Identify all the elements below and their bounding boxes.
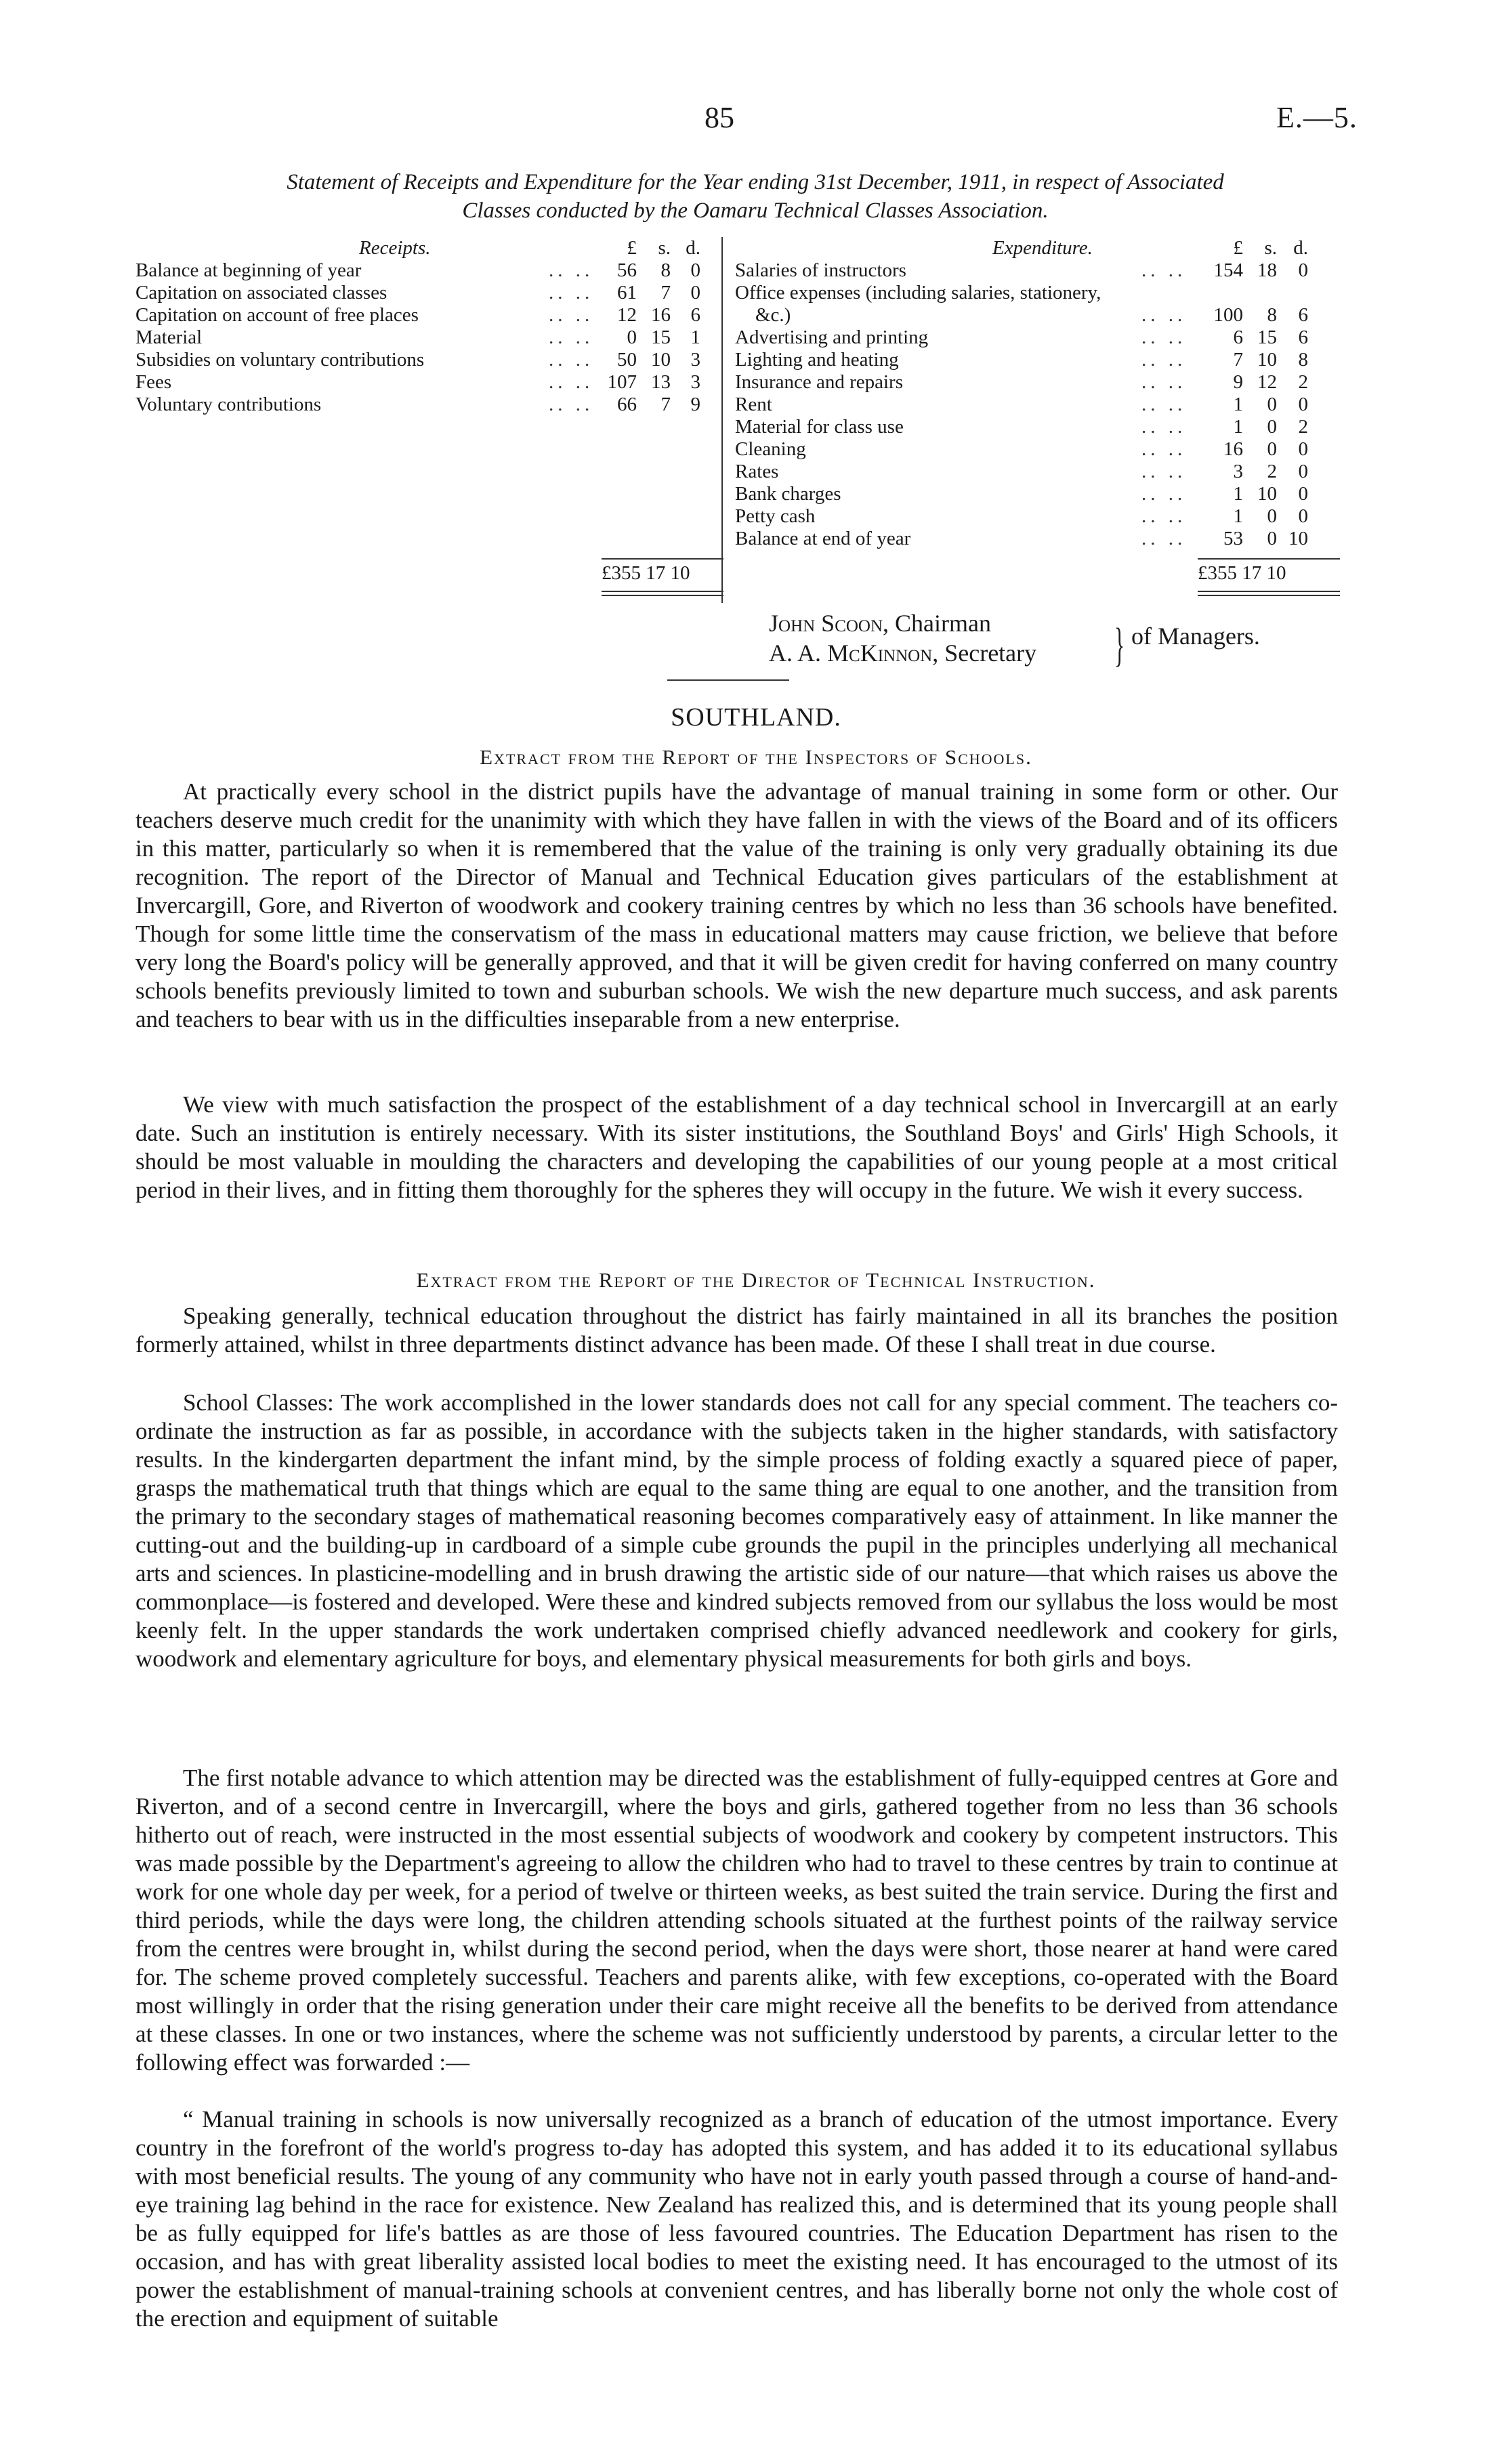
director-paragraph-1: Speaking generally, technical education throughout the district has fairly maintained in all its branches the position formerly attained, whilst in three departments distinct advance has been made. Of these I shall treat in due course. [135,1303,1338,1358]
ledger-row-shillings: 7 [660,282,671,303]
ledger-row-shillings: 0 [1267,438,1277,460]
shillings-header: s. [1264,237,1277,259]
ledger-row [735,461,1338,483]
ledger-row-label: &c.) [755,304,791,326]
receipts-total-rule-1 [602,591,723,592]
ledger-row-pence: 2 [1298,371,1308,393]
ledger-row-pounds: 154 [1213,259,1243,281]
ledger-row [735,416,1338,438]
ledger-row-shillings: 0 [1267,505,1277,527]
ledger-row [135,327,732,349]
ledger-row-label: Petty cash [735,505,816,527]
ledger-row-pence: 0 [1298,505,1308,527]
ledger-row [135,259,732,282]
ledger-row-pounds: 66 [617,394,637,415]
leader-dots: .. .. [549,304,594,326]
ledger-row [135,304,732,327]
ledger-row-label: Advertising and printing [735,327,929,348]
ledger-row-pence: 10 [1288,528,1308,549]
director-heading: Extract from the Report of the Director of Technical Instruction. [416,1268,1096,1292]
ledger-row-pence: 9 [690,394,700,415]
ledger-row-label: Material [135,327,203,348]
ledger-row-pence: 0 [690,282,700,303]
signature-brace: } [1114,619,1125,671]
ledger-row-pounds: 107 [607,371,637,393]
leader-dots: .. .. [549,259,594,281]
statement-title-line-1: Statement of Receipts and Expenditure for the Year ending 31st December, 1911, in respect of Associated [287,170,1224,194]
ledger-row-label: Bank charges [735,483,841,505]
ledger-row-pounds: 1 [1233,394,1243,415]
ledger-row-shillings: 0 [1267,528,1277,549]
ledger-row [735,349,1338,371]
receipts-total: £355 17 10 [602,562,690,584]
ledger-row-shillings: 2 [1267,461,1277,482]
secretary-name: A. A. McKinnon, [769,639,939,667]
ledger-row [735,282,1338,304]
pounds-header: £ [627,237,637,259]
pounds-header: £ [1233,237,1243,259]
ledger-row [735,528,1338,550]
signature-block [769,608,1036,668]
ledger-row-pence: 3 [690,371,700,393]
expenditure-header: Expenditure. [992,237,1093,259]
ledger-row-pence: 8 [1298,349,1308,371]
ledger-row-pence: 3 [690,349,700,371]
ledger-row [735,371,1338,394]
ledger-row-pence: 6 [1298,327,1308,348]
ledger-row-pounds: 0 [627,327,637,348]
expenditure-total-rule-1 [1198,591,1340,592]
statement-title [129,168,1382,225]
leader-dots: .. .. [549,394,594,415]
section-separator [667,679,789,681]
ledger-row [735,327,1338,349]
ledger-row-label: Material for class use [735,416,904,438]
ledger-row-pence: 0 [1298,438,1308,460]
director-paragraph-3: The first notable advance to which attention may be directed was the establishment of fully-equipped centres at Gore and Riverton, and of a second centre in Invercargill, where the boys and girls, gathered together from no less than 36 schools hitherto out of reach, were instructed in the most essential subjects of woodwork and cookery by competent instructors. This was made possible by the Department's agreeing to allow the children who had to travel to these centres by train to continue at work for one whole day per week, for a period of twelve or thirteen weeks, as best suited the train service. During the first and third periods, while the days were long, the children attending schools situated at the furthest points of the railway service from the centres were brought in, whilst during the second period, when the days were short, those nearer at hand were cared for. The scheme proved completely successful. Teachers and parents alike, with few exceptions, co-operated with the Board most willingly in order that the rising generation under their care might receive all the benefits to be derived from attendance at these classes. In one or two instances, where the scheme was not sufficiently understood by parents, a circular letter to the following effect was forwarded :— [135,1765,1338,2076]
ledger-row-label: Fees [135,371,172,393]
leader-dots: .. .. [549,349,594,371]
pence-header: d. [1293,237,1308,259]
director-paragraph-2: School Classes: The work accomplished in the lower standards does not call for any special comment. The teachers co-ordinate the instruction as far as possible, in accordance with the subjects taken in the higher standards, with satisfactory results. In the kindergarten department the infant mind, by the simple process of folding exactly a squared piece of paper, grasps the mathematical truth that things which are equal to the same thing are equal to one another, and the transition from the primary to the secondary stages of mathematical reasoning becomes comparatively easy of attainment. In like manner the cutting-out and the building-up in cardboard of a simple cube grounds the pupil in the principles underlying all mechanical arts and sciences. In plasticine-modelling and in brush drawing the artistic side of our nature—that which raises us above the commonplace—is fostered and developed. Were these and kindred subjects removed from our syllabus the loss would be most keenly felt. In the upper standards the work undertaken comprised chiefly advanced needlework and cookery for girls, woodwork and elementary agriculture for boys, and elementary physical measurements for both girls and boys. [135,1389,1338,1672]
leader-dots: .. .. [1141,438,1187,460]
ledger-row-label: Capitation on account of free places [135,304,419,326]
ledger-row-shillings: 15 [1257,327,1277,348]
receipts-header: Receipts. [359,237,431,259]
shillings-header: s. [658,237,671,259]
leader-dots: .. .. [549,371,594,393]
section-title: SOUTHLAND. [671,703,841,732]
ledger-row [735,483,1338,505]
ledger-row-shillings: 8 [660,259,671,281]
chairman-name: John Scoon, [769,610,889,637]
ledger-row-pounds: 100 [1213,304,1243,326]
ledger-row-pounds: 6 [1233,327,1243,348]
ledger-row-shillings: 10 [1257,483,1277,505]
ledger-row-label: Subsidies on voluntary contributions [135,349,425,371]
expenditure-table [735,237,1338,550]
leader-dots: .. .. [1141,259,1187,281]
leader-dots: .. .. [1141,304,1187,326]
receipts-table [135,237,732,416]
leader-dots: .. .. [549,327,594,348]
column-divider [721,237,723,603]
receipts-subtotal-rule [602,558,723,560]
ledger-row [135,282,732,304]
ledger-row-shillings: 0 [1267,394,1277,415]
ledger-row-pounds: 16 [1223,438,1243,460]
ledger-row-shillings: 8 [1267,304,1277,326]
managers-label: of Managers. [1131,623,1260,650]
ledger-row-pounds: 12 [617,304,637,326]
ledger-row-pence: 2 [1298,416,1308,438]
ledger-row-shillings: 16 [651,304,671,326]
ledger-row-shillings: 13 [651,371,671,393]
leader-dots: .. .. [1141,327,1187,348]
director-paragraph-4: “ Manual training in schools is now universally recognized as a branch of education of the utmost importance. Every country in the forefront of the world's progress to-day has adopted this system, and has added it to its educational syllabus with most beneficial results. The young of any community who have not in early youth passed through a course of hand-and-eye training lag behind in the race for existence. New Zealand has realized this, and is determined that its young people shall be as fully equipped for life's battles as are those of less favoured countries. The Education Department has risen to the occasion, and has with great liberality assisted local bodies to meet the existing need. It has encouraged to the utmost of its power the establishment of manual-training schools at convenient centres, and has liberally borne not only the whole cost of the erection and equipment of suitable [135,2106,1338,2332]
document-reference: E.—5. [1276,101,1358,134]
ledger-row-shillings: 10 [1257,349,1277,371]
ledger-row-label: Balance at end of year [735,528,911,549]
ledger-row-pounds: 9 [1233,371,1243,393]
ledger-row-pounds: 7 [1233,349,1243,371]
page-number: 85 [705,101,734,134]
ledger-row-pounds: 1 [1233,505,1243,527]
leader-dots: .. .. [1141,394,1187,415]
ledger-row-shillings: 18 [1257,259,1277,281]
leader-dots: .. .. [1141,416,1187,438]
expenditure-total: £355 17 10 [1198,562,1286,584]
ledger-row-pence: 0 [1298,483,1308,505]
ledger-row-pence: 0 [690,259,700,281]
ledger-row-pounds: 53 [1223,528,1243,549]
ledger-row-shillings: 7 [660,394,671,415]
receipts-total-rule-2 [602,595,723,596]
ledger-row-label: Balance at beginning of year [135,259,362,281]
expenditure-header-row [735,237,1338,259]
leader-dots: .. .. [549,282,594,303]
inspectors-heading: Extract from the Report of the Inspectors of Schools. [480,745,1032,769]
ledger-row [735,394,1338,416]
inspectors-paragraph-2: We view with much satisfaction the prospect of the establishment of a day technical school in Invercargill at an early date. Such an institution is entirely necessary. With its sister institutions, the Southland Boys' and Girls' High Schools, it should be most valuable in moulding the characters and developing the capabilities of our young people at a most critical period in their lives, and in fitting them thoroughly for the spheres they will occupy in the future. We wish it every success. [135,1091,1338,1203]
receipts-header-row [135,237,732,259]
statement-title-line-2: Classes conducted by the Oamaru Technical Classes Association. [462,198,1049,223]
ledger-row [135,371,732,394]
secretary-role: Secretary [944,639,1037,667]
leader-dots: .. .. [1141,349,1187,371]
expenditure-subtotal-rule [1198,558,1340,560]
ledger-row-shillings: 12 [1257,371,1277,393]
ledger-row-pence: 1 [690,327,700,348]
ledger-row-label: Cleaning [735,438,806,460]
ledger-row-label: Salaries of instructors [735,259,906,281]
ledger-row-pounds: 56 [617,259,637,281]
ledger-row-pence: 6 [690,304,700,326]
ledger-row-pounds: 50 [617,349,637,371]
leader-dots: .. .. [1141,461,1187,482]
ledger-row [735,259,1338,282]
ledger-row-pence: 0 [1298,394,1308,415]
ledger-row-shillings: 10 [651,349,671,371]
ledger-row-pounds: 61 [617,282,637,303]
ledger-row [135,394,732,416]
ledger-row-shillings: 0 [1267,416,1277,438]
ledger-row-pounds: 3 [1233,461,1243,482]
ledger-row [735,438,1338,461]
leader-dots: .. .. [1141,371,1187,393]
ledger-row-pence: 0 [1298,461,1308,482]
ledger-row-pence: 6 [1298,304,1308,326]
ledger-row-label: Voluntary contributions [135,394,322,415]
leader-dots: .. .. [1141,483,1187,505]
expenditure-total-rule-2 [1198,595,1340,596]
inspectors-paragraph-1: At practically every school in the district pupils have the advantage of manual training in some form or other. Our teachers deserve much credit for the unanimity with which they have fallen in with the views of the Board and of its officers in this matter, particularly so when it is remembered that the value of the training is only very gradually obtaining its due recognition. The report of the Director of Manual and Technical Education gives particulars of the establishment at Invercargill, Gore, and Riverton of woodwork and cookery training centres by which no less than 36 schools have benefited. Though for some little time the conservatism of the mass in educational matters may cause friction, we believe that before very long the Board's policy will be generally approved, and that it will be given credit for having conferred on many country schools benefits previously limited to town and suburban schools. We wish the new departure much success, and ask parents and teachers to bear with us in the difficulties inseparable from a new enterprise. [135,778,1338,1032]
pence-header: d. [686,237,700,259]
ledger-row-label: Capitation on associated classes [135,282,387,303]
ledger-row-label: Lighting and heating [735,349,899,371]
ledger-row-pounds: 1 [1233,416,1243,438]
chairman-role: Chairman [895,610,991,637]
leader-dots: .. .. [1141,505,1187,527]
ledger-row [735,505,1338,528]
ledger-row [735,304,1338,327]
ledger-row-pence: 0 [1298,259,1308,281]
ledger-row-label: Rates [735,461,779,482]
ledger-row-shillings: 15 [651,327,671,348]
ledger-row-label: Office expenses (including salaries, stationery, [735,282,1101,303]
ledger-row-label: Rent [735,394,772,415]
leader-dots: .. .. [1141,528,1187,549]
ledger-row-pounds: 1 [1233,483,1243,505]
ledger-row-label: Insurance and repairs [735,371,903,393]
ledger-row [135,349,732,371]
